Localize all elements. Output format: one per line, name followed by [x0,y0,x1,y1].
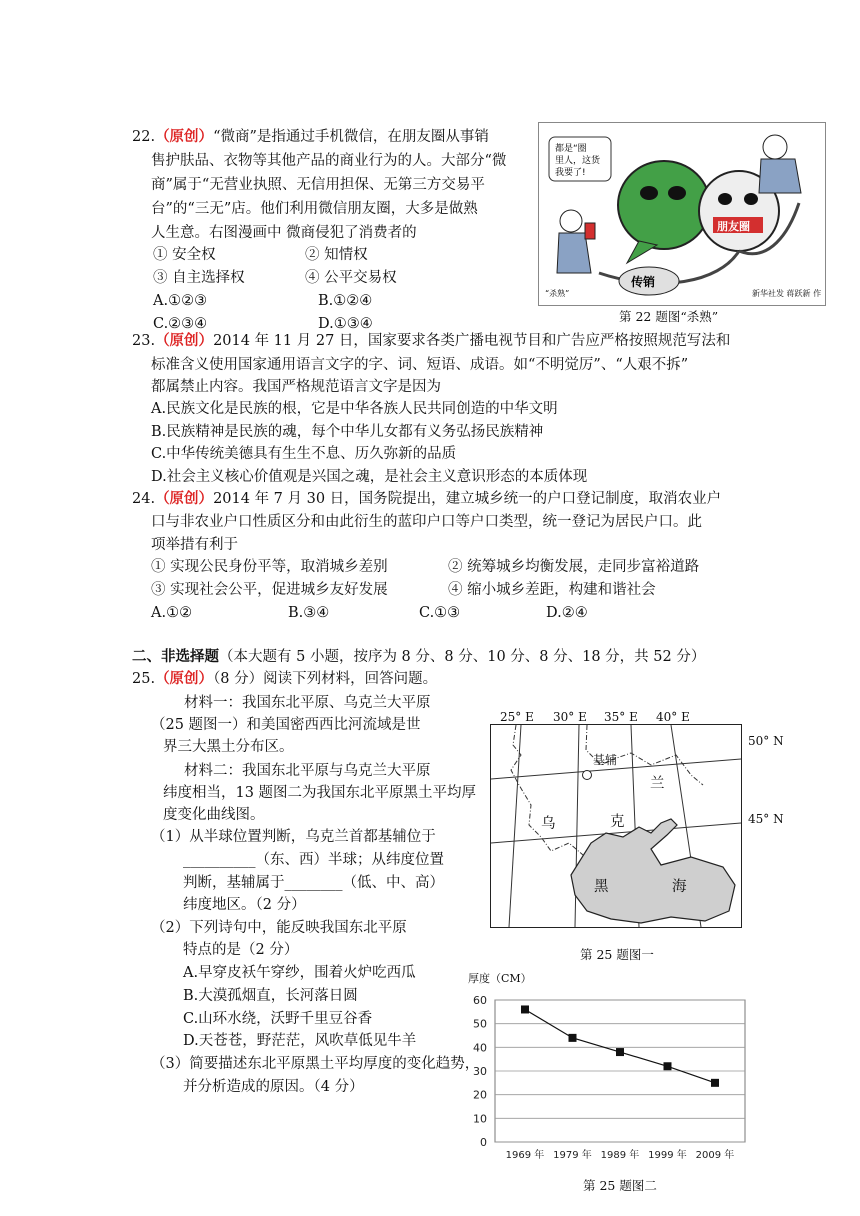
q22-line-4: 台”的“三无”店。他们利用微信朋友圈，大多是做熟 [151,201,478,217]
q22-line-1: 22.（原创）“微商”是指通过手机微信，在朋友圈从事销 [132,128,489,145]
q22-option-a: A.①②③ [153,293,208,309]
section2-heading: 二、非选择题（本大题有 5 小题，按序为 8 分、8 分、10 分、8 分、18 分，共 52 分） [132,648,706,665]
chart-ytick-label: 20 [473,1088,487,1102]
q23-option-c: C.中华传统美德具有生生不息、历久弥新的品质 [151,446,457,462]
q22-option-c: C.②③④ [153,316,208,332]
q22-right-2: ② 知情权 [305,247,368,263]
q25-material1-1: 材料一：我国东北平原、乌克兰大平原 [184,695,431,711]
q23-option-b: B.民族精神是民族的魂，每个中华儿女都有义务弘扬民族精神 [151,424,544,440]
q25-sub1-1: （1）从半球位置判断，乌克兰首都基辅位于 [151,829,436,845]
map-label-sea-2: 海 [672,879,687,895]
map-label-kiev: 基辅 [593,753,618,767]
cartoon-left-caption: “杀熟” [545,289,570,298]
map-label-ukraine-3: 兰 [650,776,665,792]
chart-xtick-label: 1989 年 [600,1150,640,1161]
q25-sub1-2: __________（东、西）半球；从纬度位置 [183,852,444,868]
chart-xtick-label: 1969 年 [505,1150,545,1161]
q23-line-2: 标准含义使用国家通用语言文字的字、词、短语、成语。如“不明觉厉”、“人艰不拆” [151,357,689,373]
svg-text:都是“圈: 都是“圈 [555,144,587,154]
q24-option-c: C.①③ [419,605,461,621]
q25-sub2-2: 特点的是（2 分） [183,942,299,958]
chart-xtick-label: 2009 年 [695,1150,735,1161]
q22-right-1: ① 安全权 [153,247,216,263]
q25-sub2-1: （2）下列诗句中，能反映我国东北平原 [151,920,407,936]
map-caption: 第 25 题图一 [580,947,654,962]
chart-ytick-label: 50 [473,1017,487,1031]
chart-ytick-label: 10 [473,1112,487,1126]
q25-line-1: 25.（原创）（8 分）阅读下列材料，回答问题。 [132,670,438,687]
q24-item-1: ① 实现公民身份平等，取消城乡差别 [151,559,388,575]
chart-series-line [525,1009,715,1082]
q24-line-1: 24.（原创）2014 年 7 月 30 日，国务院提出，建立城乡统一的户口登记制度，取消农业户 [132,490,722,507]
q23-option-a: A.民族文化是民族的根，它是中华各族人民共同创造的中华文明 [151,401,558,417]
chart-data-point [569,1034,577,1042]
q22-right-3: ③ 自主选择权 [153,270,245,286]
lon-label-40: 40° E [656,710,690,724]
lon-label-30: 30° E [553,710,587,724]
q22-line-5: 人生意。右图漫画中 微商侵犯了消费者的 [151,225,417,241]
q24-item-3: ③ 实现社会公平，促进城乡友好发展 [151,582,388,598]
q24-line-3: 项举措有利于 [151,537,238,553]
q25-sub1-3: 判断，基辅属于________（低、中、高） [183,875,444,891]
chart-data-point [616,1048,624,1056]
q24-item-2: ② 统筹城乡均衡发展，走同步富裕道路 [448,559,700,575]
q23-line-3: 都属禁止内容。我国严格规范语言文字是因为 [151,379,441,395]
q22-right-4: ④ 公平交易权 [305,270,397,286]
chart-data-point [664,1062,672,1070]
map-label-ukraine-2: 克 [610,814,625,830]
chart-ytick-label: 60 [473,994,487,1007]
chart-caption: 第 25 题图二 [583,1178,657,1193]
chart-ytick-label: 30 [473,1065,487,1078]
q24-line-2: 口与非农业户口性质区分和由此衍生的蓝印户口等户口类型，统一登记为居民户口。此 [151,514,702,530]
cartoon-right-caption: 新华社发 蒋跃新 作 [752,289,822,298]
svg-text:传销: 传销 [631,275,656,289]
q22-line-3: 商”属于“无营业执照、无信用担保、无第三方交易平 [151,177,485,193]
lon-label-35: 35° E [604,710,638,724]
chart-ytick-label: 0 [480,1136,487,1149]
q23-line-1: 23.（原创）2014 年 11 月 27 日，国家要求各类广播电视节目和广告应严格按照规范写法和 [132,332,731,349]
q25-sub2-option-d: D.天苍苍，野茫茫，风吹草低见牛羊 [183,1033,417,1049]
svg-text:里人，这货: 里人，这货 [555,156,601,166]
lon-label-25: 25° E [500,710,534,724]
svg-text:我要了!: 我要了! [555,168,586,178]
q25-sub3-2: 并分析造成的原因。（4 分） [183,1079,364,1095]
q22-figure-caption: 第 22 题图“杀熟” [619,309,719,324]
q22-option-b: B.①②④ [318,293,373,309]
q25-sub2-option-b: B.大漠孤烟直，长河落日圆 [183,988,358,1004]
lat-label-45: 45° N [748,812,784,826]
chart-xtick-label: 1999 年 [648,1150,687,1161]
lat-label-50: 50° N [748,734,784,748]
q22-option-d: D.①③④ [318,316,373,332]
q25-material1-2: （25 题图一）和美国密西西比河流域是世 [151,717,421,733]
q25-sub1-4: 纬度地区。（2 分） [183,897,306,913]
q24-item-4: ④ 缩小城乡差距，构建和谐社会 [448,582,656,598]
q25-sub3-1: （3）简要描述东北平原黑土平均厚度的变化趋势， [151,1056,480,1072]
chart-xtick-label: 1979 年 [553,1150,592,1161]
q24-option-d: D.②④ [546,605,588,621]
chart-svg [460,988,760,1168]
q24-option-b: B.③④ [288,605,330,621]
cartoon-image [538,122,826,306]
map-label-ukraine-1: 乌 [541,816,556,832]
svg-text:朋友圈: 朋友圈 [717,220,750,233]
q25-material1-3: 界三大黑土分布区。 [163,739,294,755]
chart-data-point [521,1005,529,1013]
q22-line-2: 售护肤品、衣物等其他产品的商业行为的人。大部分“微 [151,153,507,169]
chart-ytick-label: 40 [473,1041,487,1055]
q25-sub2-option-a: A.早穿皮袄午穿纱，围着火炉吃西瓜 [183,965,416,981]
q25-material2-3: 度变化曲线图。 [163,807,265,823]
q25-material2-1: 材料二：我国东北平原与乌克兰大平原 [184,763,431,779]
q25-material2-2: 纬度相当，13 题图二为我国东北平原黑土平均厚 [163,785,477,801]
q25-sub2-option-c: C.山环水绕，沃野千里豆谷香 [183,1011,373,1027]
chart-data-point [711,1079,719,1087]
q24-option-a: A.①② [151,605,193,621]
chart-ylabel: 厚度（CM） [468,972,532,985]
q23-option-d: D.社会主义核心价值观是兴国之魂，是社会主义意识形态的本质体现 [151,469,588,485]
map-label-sea-1: 黑 [594,879,609,895]
